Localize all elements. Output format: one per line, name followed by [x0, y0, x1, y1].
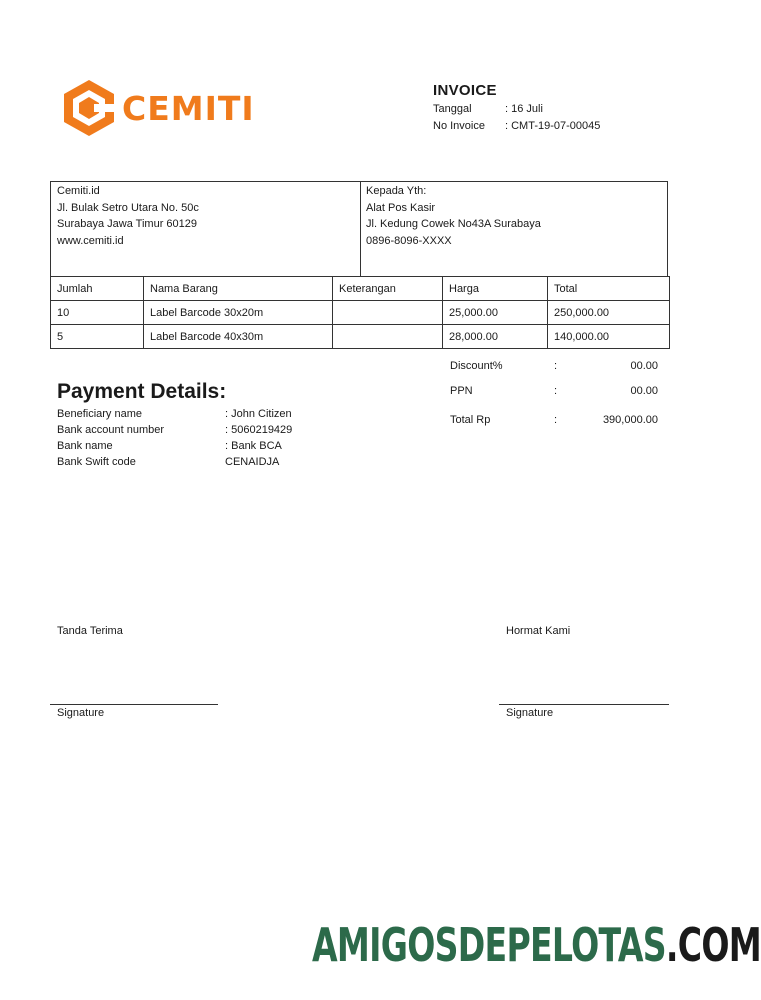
header-keterangan: Keterangan [333, 277, 443, 301]
seller-address [57, 182, 199, 249]
header-jumlah: Jumlah [51, 277, 144, 301]
cell-keterangan [333, 301, 443, 325]
total-label: Total Rp [450, 414, 491, 426]
receiver-signature-title: Tanda Terima [57, 625, 123, 637]
payment-label: Bank Swift code [57, 456, 136, 468]
payment-row-bank [57, 440, 282, 452]
cell-harga: 25,000.00 [443, 301, 548, 325]
buyer-heading: Kepada Yth: [366, 185, 427, 197]
discount-colon: : [554, 360, 558, 372]
cell-nama-barang: Label Barcode 30x20m [144, 301, 333, 325]
address-box [50, 181, 668, 277]
cell-jumlah: 10 [51, 301, 144, 325]
invoice-number-label: No Invoice [433, 120, 485, 132]
ppn-row [450, 385, 658, 397]
discount-label: Discount% [450, 360, 503, 372]
invoice-date-label: Tanggal [433, 103, 472, 115]
table-row [51, 301, 670, 325]
payment-label: Bank account number [57, 424, 165, 436]
cell-harga: 28,000.00 [443, 325, 548, 349]
ppn-colon: : [554, 385, 558, 397]
buyer-street: Jl. Kedung Cowek No43A Surabaya [366, 218, 541, 230]
cell-nama-barang: Label Barcode 40x30m [144, 325, 333, 349]
header-nama-barang: Nama Barang [144, 277, 333, 301]
seller-website: www.cemiti.id [57, 234, 124, 247]
table-header-row [51, 277, 670, 301]
payment-value: CENAIDJA [225, 456, 280, 468]
company-logo [62, 78, 255, 138]
buyer-phone: 0896-8096-XXXX [366, 234, 452, 247]
payment-value: : John Citizen [225, 408, 292, 420]
invoice-date-row [433, 103, 543, 115]
watermark-tld: .COM [665, 918, 761, 972]
sender-signature-title: Hormat Kami [506, 625, 571, 637]
address-divider [360, 182, 361, 276]
cell-jumlah: 5 [51, 325, 144, 349]
ppn-label: PPN [450, 385, 473, 397]
invoice-title: INVOICE [433, 82, 497, 99]
total-colon: : [554, 414, 558, 426]
discount-value: 00.00 [630, 360, 658, 372]
payment-row-account [57, 424, 292, 436]
payment-row-swift [57, 456, 279, 468]
invoice-date-value: : 16 Juli [505, 103, 543, 115]
payment-row-beneficiary [57, 408, 292, 420]
table-row [51, 325, 670, 349]
sender-signature-caption: Signature [506, 707, 554, 719]
watermark [312, 918, 761, 972]
payment-value: : 5060219429 [225, 424, 293, 436]
payment-value: : Bank BCA [225, 440, 282, 452]
cell-total: 250,000.00 [548, 301, 670, 325]
total-value: 390,000.00 [602, 414, 658, 426]
cell-total: 140,000.00 [548, 325, 670, 349]
invoice-number-value: : CMT-19-07-00045 [505, 120, 601, 132]
seller-city: Surabaya Jawa Timur 60129 [57, 218, 198, 230]
buyer-address [366, 182, 541, 249]
discount-row [450, 360, 658, 372]
buyer-name: Alat Pos Kasir [366, 201, 436, 214]
receiver-signature-caption: Signature [57, 707, 105, 719]
seller-street: Jl. Bulak Setro Utara No. 50c [57, 201, 199, 214]
header-total: Total [548, 277, 670, 301]
logo-hexagon-icon [62, 78, 116, 138]
receiver-signature-line [50, 704, 218, 705]
items-table [50, 276, 670, 349]
sender-signature-line [499, 704, 669, 705]
cell-keterangan [333, 325, 443, 349]
seller-name: Cemiti.id [57, 185, 100, 197]
ppn-value: 00.00 [630, 385, 658, 397]
payment-details-title: Payment Details: [57, 380, 227, 403]
payment-label: Beneficiary name [57, 408, 142, 420]
invoice-number-row [433, 120, 600, 132]
total-row [450, 414, 658, 426]
watermark-site: AMIGOSDEPELOTAS [312, 918, 666, 972]
payment-label: Bank name [57, 440, 113, 452]
header-harga: Harga [443, 277, 548, 301]
logo-wordmark: CEMITI [122, 88, 255, 128]
